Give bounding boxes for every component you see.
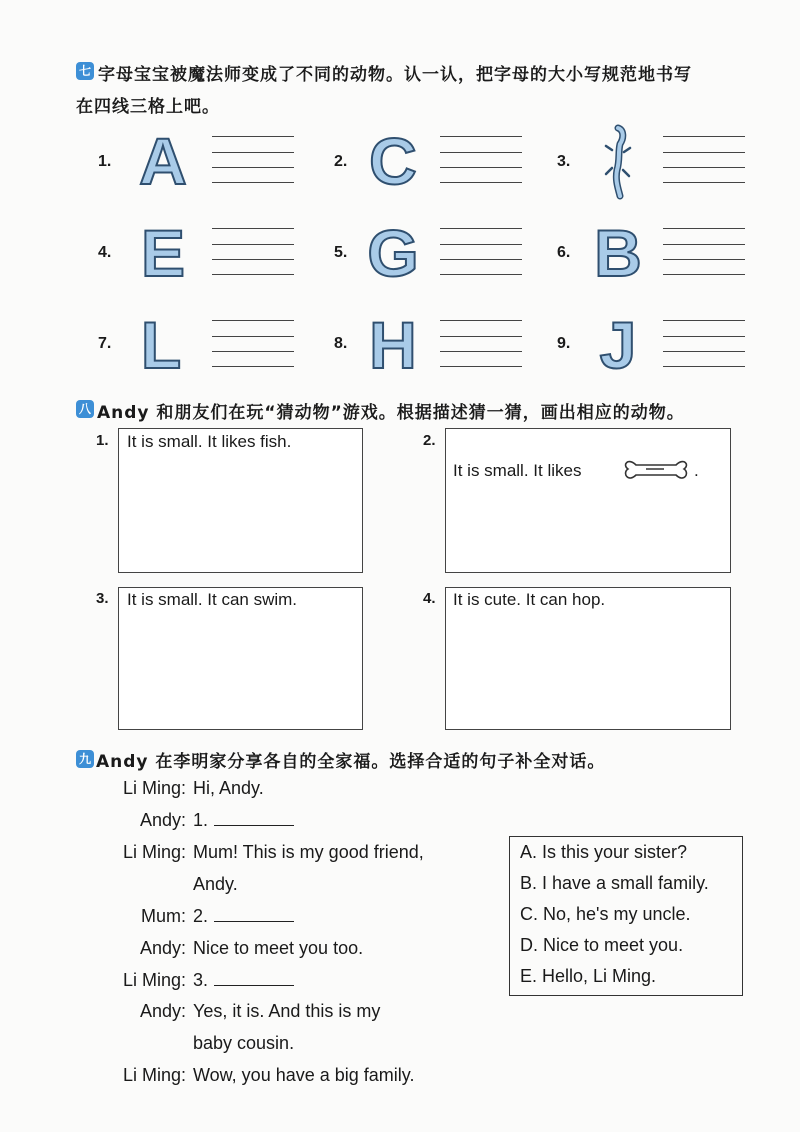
item-number: 8. (334, 335, 348, 352)
answer-blank-1[interactable] (214, 811, 294, 826)
item-number: 7. (98, 335, 112, 352)
section-8-title: Andy 和朋友们在玩“猜动物”游戏。根据描述猜一猜，画出相应的动物。 (97, 403, 685, 423)
lizard-letter-a-icon: A (139, 124, 187, 198)
section-9-icon: 九 (76, 750, 94, 768)
bone-icon (622, 453, 690, 491)
box-prompt: It is cute. It can hop. (453, 590, 606, 609)
bear-letter-b-icon: B (594, 216, 642, 290)
dialogue-line: baby cousin. (193, 1033, 295, 1053)
answer-blank-3[interactable] (214, 971, 294, 986)
section-8-icon: 八 (76, 400, 94, 418)
writing-lines-6[interactable] (663, 224, 745, 278)
writing-lines-1[interactable] (212, 132, 294, 186)
writing-lines-4[interactable] (212, 224, 294, 278)
giraffe-letter-g-icon: G (367, 216, 419, 290)
writing-lines-3[interactable] (663, 132, 745, 186)
item-number: 1. (98, 153, 112, 170)
dialogue-line: Wow, you have a big family. (193, 1065, 415, 1085)
dialogue-line-3: 3. (193, 970, 294, 991)
box-prompt: It is small. It likes fish. (127, 432, 292, 451)
writing-lines-5[interactable] (440, 224, 522, 278)
jellyfish-letter-j-icon: J (599, 308, 637, 382)
item-number: 4. (98, 244, 112, 261)
answer-blank-2[interactable] (214, 907, 294, 922)
section-7-title-line2: 在四线三格上吧。 (76, 97, 220, 117)
dialogue-speaker: Andy: (139, 1001, 186, 1021)
dialogue-line-1: 1. (193, 810, 294, 831)
dialogue-speaker: Li Ming: (122, 842, 186, 862)
writing-lines-9[interactable] (663, 316, 745, 370)
dialogue-line: Hi, Andy. (193, 778, 264, 798)
item-number: 5. (334, 244, 348, 261)
dialogue-speaker: Andy: (139, 938, 186, 958)
dialogue-speaker: Li Ming: (122, 970, 186, 990)
box-prompt-suffix: . (694, 461, 699, 480)
item-number: 2. (334, 153, 348, 170)
section-9-title: Andy 在李明家分享各自的全家福。选择合适的句子补全对话。 (96, 752, 606, 772)
box-prompt: It is small. It can swim. (127, 590, 298, 609)
box-number: 4. (423, 590, 436, 607)
writing-lines-7[interactable] (212, 316, 294, 370)
box-number: 3. (96, 590, 109, 607)
option-a: A. Is this your sister? (520, 842, 688, 862)
options-box (509, 836, 743, 996)
lion-letter-l-icon: L (140, 308, 182, 382)
elephant-letter-e-icon: E (140, 216, 186, 290)
dialogue-line: Andy. (193, 874, 238, 894)
dialogue-line-2: 2. (193, 906, 294, 927)
option-c: C. No, he's my uncle. (520, 904, 691, 924)
dialogue-speaker: Li Ming: (122, 1065, 186, 1085)
box-number: 1. (96, 432, 109, 449)
option-e: E. Hello, Li Ming. (520, 966, 657, 986)
option-b: B. I have a small family. (520, 873, 709, 893)
dialogue-line: Mum! This is my good friend, (193, 842, 424, 862)
section-7-icon: 七 (76, 62, 94, 80)
dialogue-speaker: Mum: (141, 906, 186, 926)
box-prompt: It is small. It likes (453, 461, 582, 480)
dialogue-line: Yes, it is. And this is my (193, 1001, 381, 1021)
option-d: D. Nice to meet you. (520, 935, 684, 955)
item-number: 6. (557, 244, 571, 261)
section-7-title-line1: 字母宝宝被魔法师变成了不同的动物。认一认，把字母的大小写规范地书写 (98, 65, 692, 85)
dialogue-line: Nice to meet you too. (193, 938, 364, 958)
dialogue-speaker: Li Ming: (122, 778, 186, 798)
writing-lines-2[interactable] (440, 132, 522, 186)
cat-letter-c-icon: C (369, 124, 417, 198)
writing-lines-8[interactable] (440, 316, 522, 370)
item-number: 9. (557, 335, 571, 352)
lizard-icon (600, 124, 636, 200)
item-number: 3. (557, 153, 571, 170)
dialogue-speaker: Andy: (139, 810, 186, 830)
monkey-letter-h-icon: H (369, 308, 417, 382)
drawing-box-2[interactable] (445, 428, 731, 573)
box-number: 2. (423, 432, 436, 449)
